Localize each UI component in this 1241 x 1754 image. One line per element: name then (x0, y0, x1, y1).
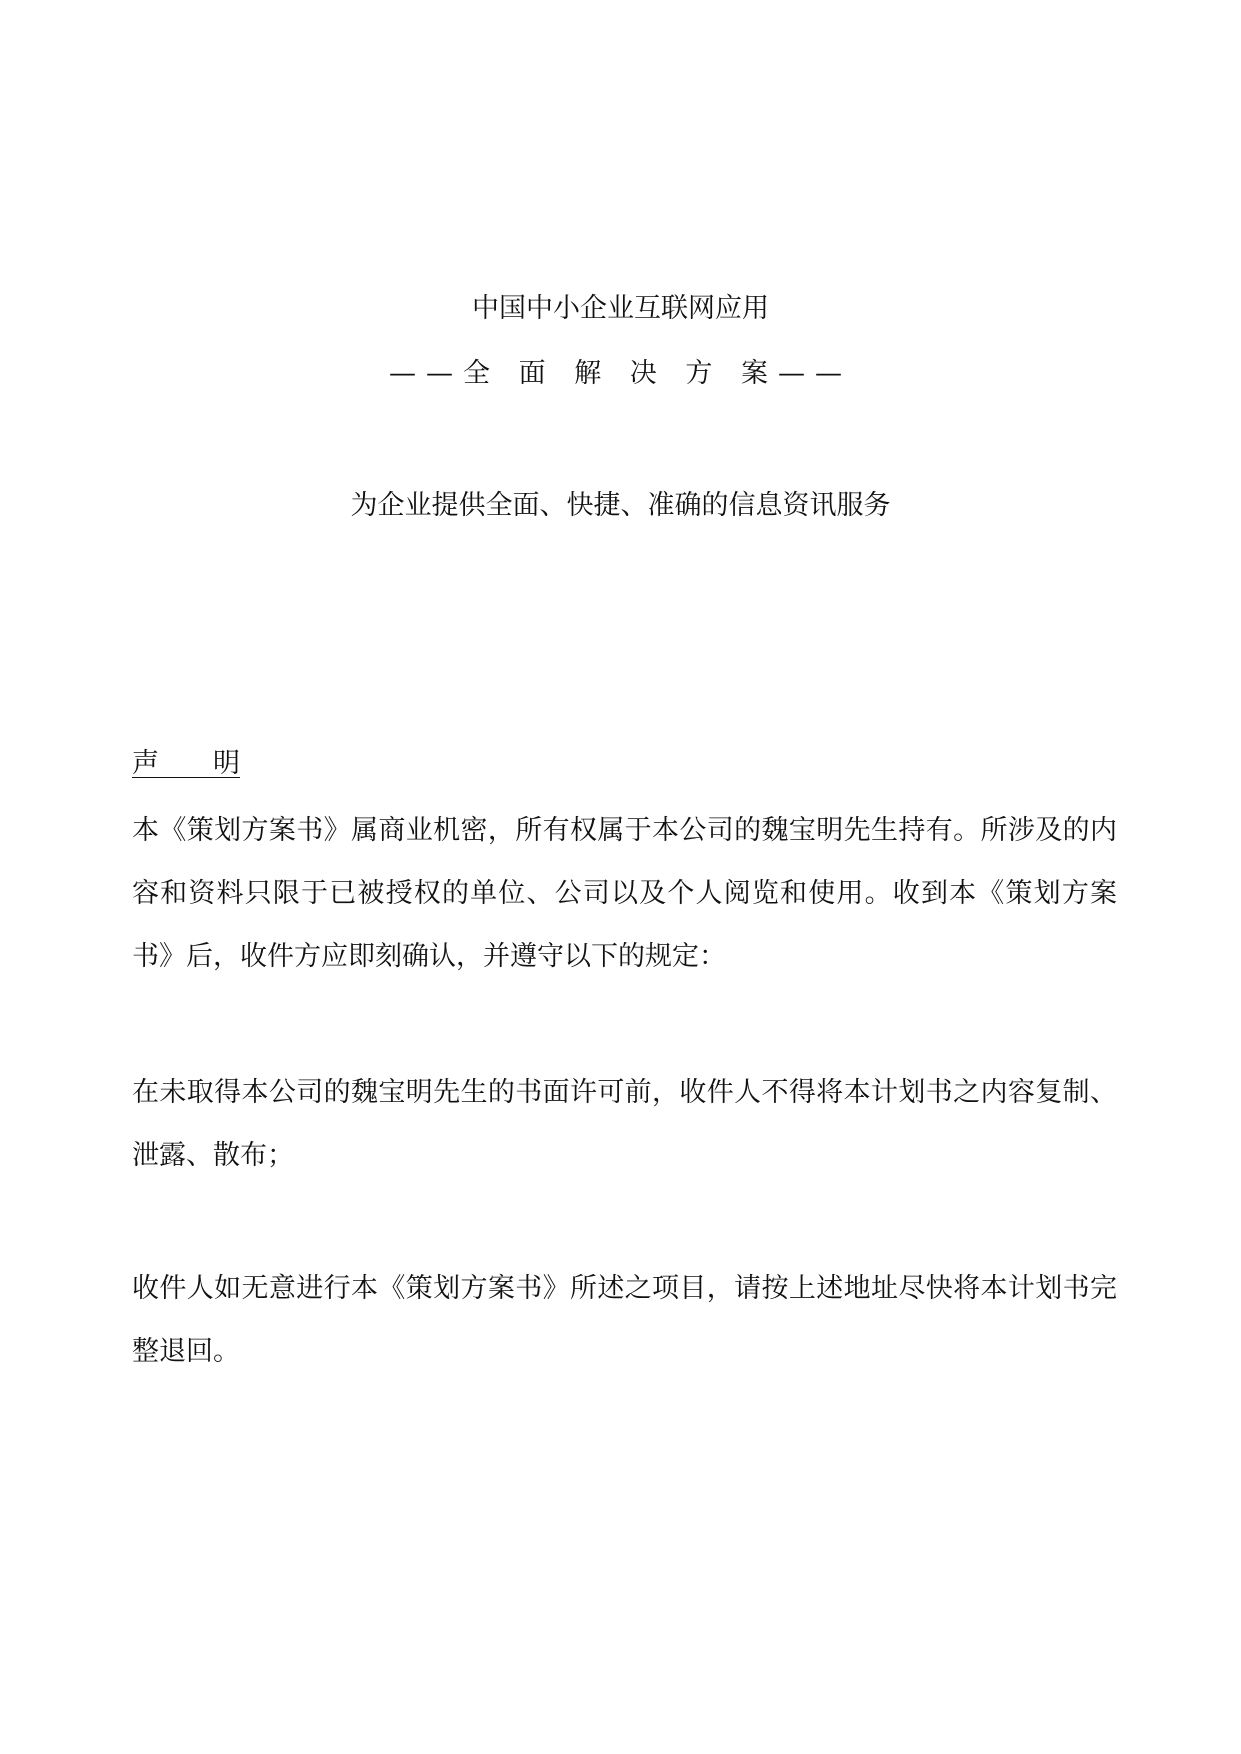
declaration-heading: 声 明 (132, 748, 240, 779)
declaration-paragraph-return: 收件人如无意进行本《策划方案书》所述之项目，请按上述地址尽快将本计划书完整退回。 (132, 1273, 1117, 1367)
document-tagline: 为企业提供全面、快捷、准确的信息资讯服务 (350, 490, 891, 521)
document-subtitle: ——全 面 解 决 方 案—— (389, 358, 852, 389)
declaration-paragraph-no-copy: 在未取得本公司的魏宝明先生的书面许可前，收件人不得将本计划书之内容复制、泄露、散布； (132, 1077, 1117, 1171)
declaration-paragraph-confidentiality: 本《策划方案书》属商业机密，所有权属于本公司的魏宝明先生持有。所涉及的内容和资料只限于已被授权的单位、公司以及个人阅览和使用。收到本《策划方案书》后，收件方应即刻确认，并遵守以下的规定： (132, 815, 1117, 972)
document-title: 中国中小企业互联网应用 (472, 293, 769, 324)
